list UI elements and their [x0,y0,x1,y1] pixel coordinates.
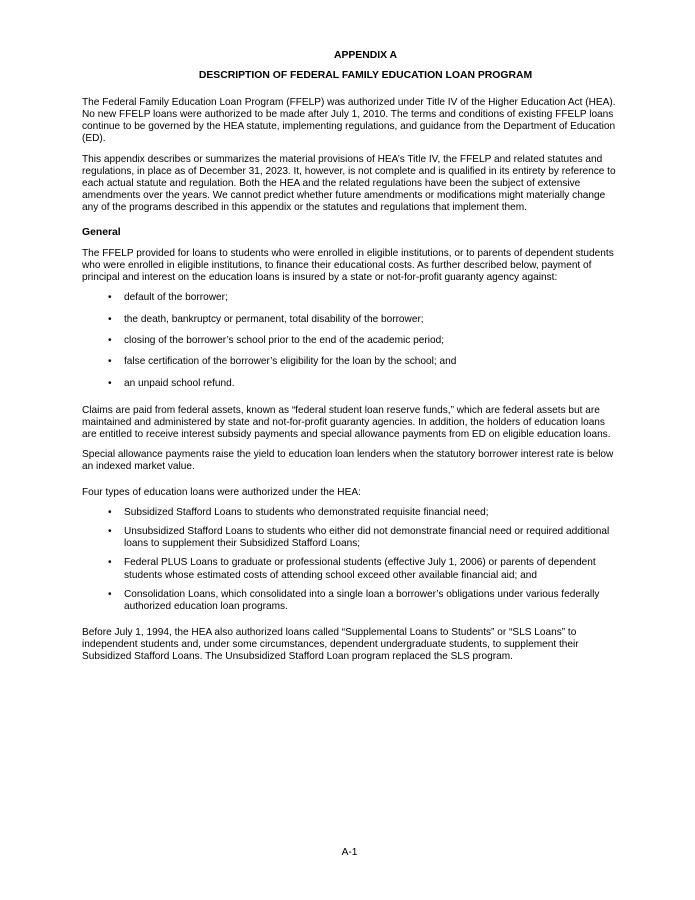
bullet-icon: • [108,526,112,538]
list-item [82,356,617,368]
list-item [82,526,617,550]
bullet-icon: • [108,356,112,368]
list-item-text: the death, bankruptcy or permanent, total disability of the borrower; [124,313,424,325]
list-item-text: Consolidation Loans, which consolidated into a single loan a borrower’s obligations under various federally authorized education loan programs. [124,588,600,612]
list-item [82,314,617,326]
loan-types-list [82,507,617,613]
list-item-text: default of the borrower; [124,292,228,304]
list-item-text: false certification of the borrower’s eligibility for the loan by the school; and [124,356,457,368]
bullet-icon: • [108,292,112,304]
bullet-icon: • [108,313,112,325]
list-item [82,292,617,304]
page-number: A-1 [341,847,358,858]
bullet-icon: • [108,557,112,569]
general-paragraph-3: Special allowance payments raise the yield to education loan lenders when the statutory borrower interest rate is below an indexed market value. [82,448,614,472]
intro-paragraph-1: The Federal Family Education Loan Program (FFELP) was authorized under Title IV of the Higher Education Act (HEA). No new FFELP loans were authorized to be made after July 1, 2010. The terms and conditions of existing FFELP loans continue to be governed by the HEA statute, implementing regulations, and guidance from the Department of Education (ED). [82,97,616,145]
general-paragraph-2: Claims are paid from federal assets, known as “federal student loan reserve funds,” which are federal assets but are maintained and administered by state and not-for-profit guaranty agencies. In addition, the holders of education loans are entitled to receive interest subsidy payments and special allowance payments from ED on eligible education loans. [82,404,611,440]
general-paragraph-5: Before July 1, 1994, the HEA also authorized loans called “Supplemental Loans to Students” or “SLS Loans” to independent students and, under some circumstances, dependent undergraduate students, to supplement their Subsidized Stafford Loans. The Unsubsidized Stafford Loan program replaced the SLS program. [82,626,579,663]
appendix-label: APPENDIX A [333,50,398,61]
bullet-icon: • [108,334,112,346]
list-item [82,335,617,347]
general-paragraph-4: Four types of education loans were authorized under the HEA: [82,487,361,499]
list-item [82,378,617,390]
list-item-text: Subsidized Stafford Loans to students who demonstrated requisite financial need; [124,507,489,519]
list-item-text: Unsubsidized Stafford Loans to students who either did not demonstrate financial need or required additional loans to supplement their Subsidized Stafford Loans; [124,526,610,550]
bullet-icon: • [108,588,112,600]
list-item [82,507,617,519]
general-paragraph-1: The FFELP provided for loans to students who were enrolled in eligible institutions, or to parents of dependent students who were enrolled in eligible institutions, to finance their educational costs. As further described below, payment of principal and interest on the education loans is insured by a state or not-for-profit guaranty agency against: [82,248,614,284]
list-item-text: Federal PLUS Loans to graduate or professional students (effective July 1, 2006) or parents of dependent students whose estimated costs of attending school exceed other available financial aid; and [124,557,596,581]
intro-paragraph-2: This appendix describes or summarizes the material provisions of HEA’s Title IV, the FFELP and related statutes and regulations, in place as of December 31, 2023. It, however, is not complete and is qualified in its entirety by reference to each actual statute and regulation. Both the HEA and the related regulations have been the subject of extensive amendments over the years. We cannot predict whether future amendments or modifications might materially change any of the programs described in this appendix or the statutes and regulations that implement them. [82,153,616,213]
page-content [82,50,617,671]
list-item [82,589,617,613]
section-heading-general: General [82,227,121,239]
insured-against-list [82,292,617,389]
bullet-icon: • [108,377,112,389]
document-title: DESCRIPTION OF FEDERAL FAMILY EDUCATION LOAN PROGRAM [198,70,533,82]
bullet-icon: • [108,507,112,519]
list-item [82,557,617,581]
list-item-text: closing of the borrower’s school prior to the end of the academic period; [124,334,445,346]
list-item-text: an unpaid school refund. [124,377,235,389]
